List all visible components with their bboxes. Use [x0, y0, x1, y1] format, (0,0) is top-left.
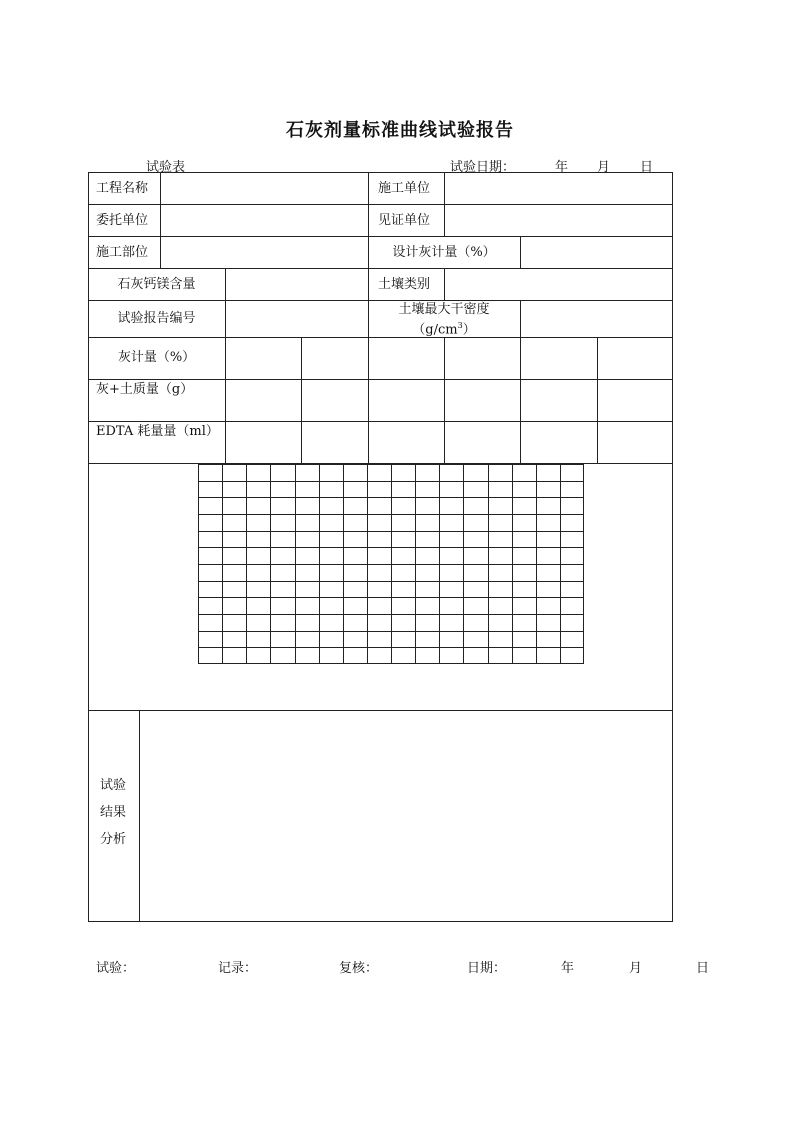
col-divider	[139, 710, 140, 922]
footer-year: 年	[561, 961, 575, 976]
lime-content-label: 石灰钙镁含量	[117, 277, 196, 292]
edta-consumption-label: EDTA 耗量量（ml）	[96, 424, 219, 439]
analysis-label-1: 试验	[100, 778, 127, 793]
max-dry-density-label: 土壤最大干密度	[398, 302, 490, 317]
construction-part-label: 施工部位	[96, 245, 149, 260]
density-unit-text: （g/cm	[412, 322, 458, 338]
density-unit-superscript: 3	[457, 321, 463, 330]
row-divider	[88, 204, 673, 205]
lime-soil-mass-label: 灰+土质量（g）	[96, 382, 194, 397]
col-divider	[444, 172, 445, 236]
col-divider	[301, 337, 302, 463]
lime-dose-pct-label: 灰计量（%）	[117, 350, 196, 365]
grid-lines	[198, 464, 584, 664]
density-unit-close: ）	[462, 322, 476, 338]
report-number-label: 试验报告编号	[117, 311, 196, 326]
footer-reviewer: 复核：	[339, 961, 379, 976]
test-date-label: 试验日期：	[450, 160, 516, 175]
col-divider	[520, 300, 521, 337]
row-divider	[88, 268, 673, 269]
row-divider	[88, 421, 673, 422]
form-label: 试验表	[146, 160, 186, 175]
col-divider	[368, 337, 369, 463]
col-divider	[444, 268, 445, 300]
soil-type-label: 土壤类别	[378, 277, 431, 292]
analysis-label-2: 结果	[100, 805, 127, 820]
max-dry-density-unit	[368, 318, 520, 338]
col-divider	[225, 268, 226, 463]
analysis-label-3: 分析	[100, 832, 127, 847]
construction-unit-label: 施工单位	[378, 181, 431, 196]
header-year: 年	[555, 160, 569, 175]
witness-unit-label: 见证单位	[378, 213, 431, 228]
row-divider	[88, 710, 673, 711]
calibration-curve-grid	[198, 464, 584, 664]
row-divider	[88, 379, 673, 380]
col-divider	[597, 337, 598, 463]
header-day: 日	[640, 160, 654, 175]
footer-date-label: 日期：	[467, 961, 507, 976]
footer-recorder: 记录：	[218, 961, 258, 976]
design-lime-dose-label: 设计灰计量（%）	[392, 245, 496, 260]
row-divider	[88, 236, 673, 237]
col-divider	[520, 337, 521, 463]
footer-month: 月	[629, 961, 643, 976]
col-divider	[444, 337, 445, 463]
row-divider	[88, 300, 673, 301]
page-title: 石灰剂量标准曲线试验报告	[286, 120, 514, 141]
footer-tester: 试验：	[96, 961, 136, 976]
col-divider	[160, 172, 161, 268]
client-unit-label: 委托单位	[96, 213, 149, 228]
col-divider	[520, 236, 521, 268]
header-month: 月	[597, 160, 611, 175]
footer-day: 日	[696, 961, 710, 976]
project-name-label: 工程名称	[96, 181, 149, 196]
